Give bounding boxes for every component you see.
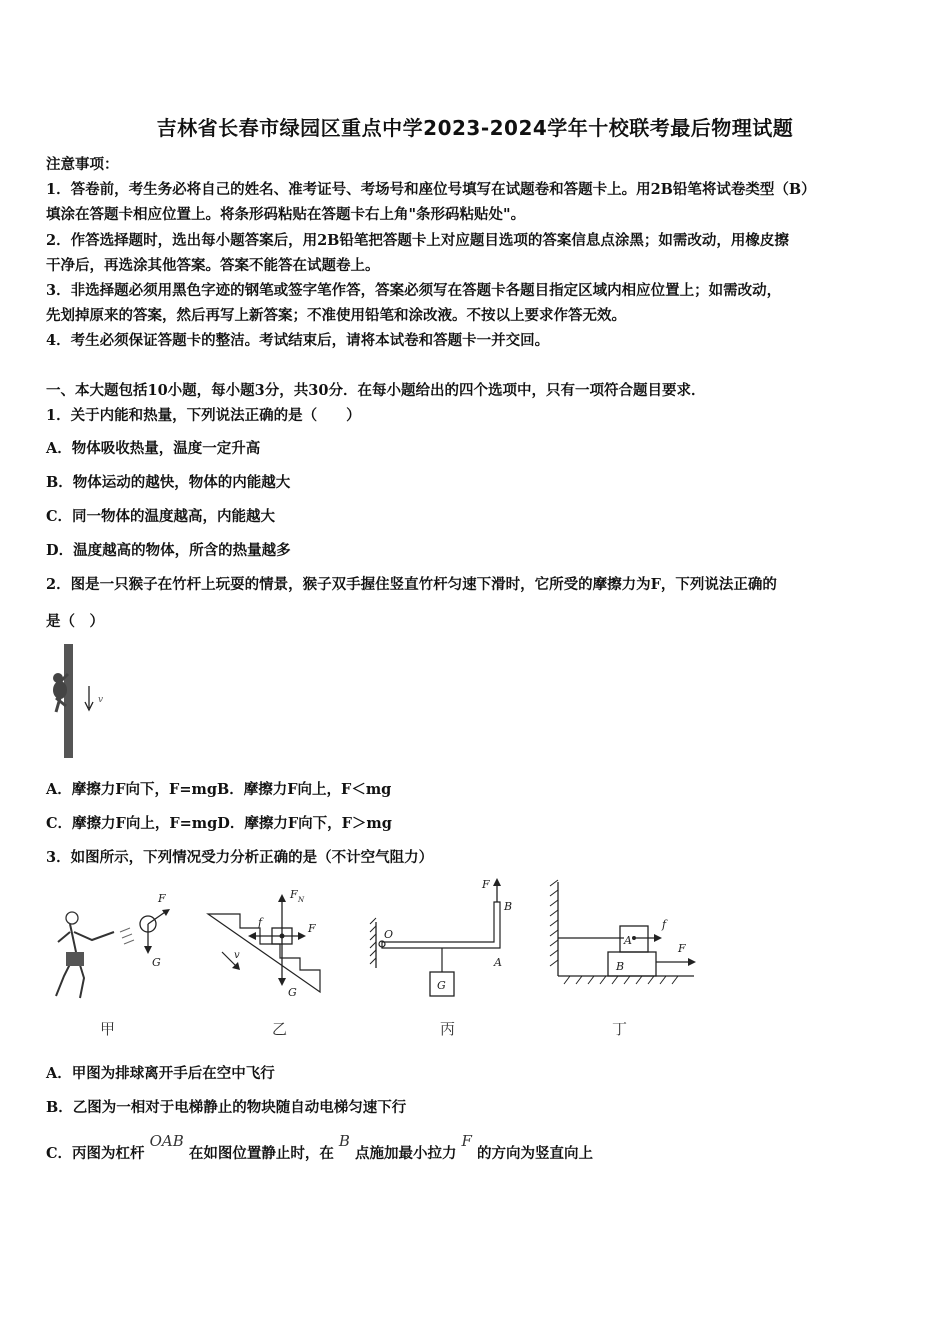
q3-option-c-text: 在如图位置静止时，在 (188, 1145, 334, 1162)
q1-option-c: C．同一物体的温度越高，内能越大 (46, 508, 276, 525)
svg-text:G: G (152, 956, 161, 969)
svg-text:O: O (384, 928, 394, 941)
svg-text:f: f (662, 918, 667, 931)
svg-text:N: N (298, 896, 305, 904)
monkey-pole-figure (46, 642, 116, 762)
svg-text:f: f (258, 916, 263, 929)
svg-text:F: F (290, 888, 298, 901)
q3-option-c-text: 点施加最小拉力 (354, 1145, 457, 1162)
svg-text:B: B (504, 900, 513, 913)
monkey-body (53, 681, 67, 699)
svg-text:G: G (437, 979, 446, 992)
figure-ding (544, 876, 704, 996)
q2-stem-2: 是（ ） (46, 613, 104, 630)
figure-bing (366, 872, 526, 1012)
svg-text:B: B (616, 960, 625, 973)
q2-options-ab: A．摩擦力F向下，F=mgB．摩擦力F向上，F＜mg (46, 781, 392, 798)
figure-label-ding: 丁 (612, 1020, 628, 1038)
svg-text:F: F (158, 892, 166, 905)
math-f: F (461, 1132, 472, 1150)
q3-stem: 3．如图所示，下列情况受力分析正确的是（不计空气阻力） (46, 849, 434, 866)
q2-stem: 2．图是一只猴子在竹杆上玩耍的情景，猴子双手握住竖直竹杆匀速下滑时，它所受的摩擦力为F，下列说法正确的 (46, 576, 777, 593)
figure-label-yi: 乙 (272, 1020, 288, 1038)
notice-heading: 注意事项： (46, 156, 119, 173)
q3-option-a: A．甲图为排球离开手后在空中飞行 (46, 1065, 275, 1082)
math-b: B (338, 1132, 350, 1150)
notice-line: 先划掉原来的答案，然后再写上新答案；不准使用铅笔和涂改液。不按以上要求作答无效。 (46, 307, 626, 324)
math-oab: OAB (149, 1132, 184, 1150)
svg-text:G: G (288, 986, 297, 999)
bamboo-pole (64, 644, 73, 758)
figure-jia (40, 880, 190, 1010)
svg-text:F: F (482, 878, 490, 891)
figure-label-bing: 丙 (440, 1020, 456, 1038)
svg-text:F: F (308, 922, 316, 935)
notice-line: 1．答卷前，考生务必将自己的姓名、准考证号、考场号和座位号填写在试题卷和答题卡上。用2B铅笔将试卷类型（B） (46, 181, 816, 198)
q3-option-c-text: 的方向为竖直向上 (477, 1145, 594, 1162)
svg-text:v: v (234, 950, 240, 961)
q3-option-b: B．乙图为一相对于电梯静止的物块随自动电梯匀速下行 (46, 1099, 407, 1116)
q2-options-cd: C．摩擦力F向上，F=mgD．摩擦力F向下，F＞mg (46, 815, 392, 832)
figure-yi (200, 880, 330, 1010)
q1-option-a: A．物体吸收热量，温度一定升高 (46, 440, 261, 457)
section-heading: 一、本大题包括10小题，每小题3分，共30分．在每小题给出的四个选项中，只有一项符合题目要求． (46, 382, 706, 399)
notice-line: 干净后，再选涂其他答案。答案不能答在试题卷上。 (46, 257, 380, 274)
q1-option-b: B．物体运动的越快，物体的内能越大 (46, 474, 291, 491)
notice-line: 3．非选择题必须用黑色字迹的钢笔或签字笔作答，答案必须写在答题卡各题目指定区域内相应位置上；如需改动， (46, 282, 782, 299)
svg-text:A: A (624, 934, 632, 947)
notice-line: 4．考生必须保证答题卡的整洁。考试结束后，请将本试卷和答题卡一并交回。 (46, 332, 550, 349)
q3-option-c-text: C．丙图为杠杆 (46, 1145, 145, 1162)
velocity-label: v (98, 695, 104, 705)
figure-label-jia: 甲 (100, 1020, 116, 1038)
svg-text:F: F (678, 942, 686, 955)
q1-stem: 1．关于内能和热量，下列说法正确的是（ ） (46, 407, 361, 424)
page-title: 吉林省长春市绿园区重点中学2023-2024学年十校联考最后物理试题 (156, 116, 794, 140)
svg-text:A: A (494, 956, 502, 969)
q3-option-c (46, 1132, 594, 1163)
notice-line: 填涂在答题卡相应位置上。将条形码粘贴在答题卡右上角"条形码粘贴处"。 (46, 206, 526, 223)
q1-option-d: D．温度越高的物体，所含的热量越多 (46, 542, 291, 559)
notice-line: 2．作答选择题时，选出每小题答案后，用2B铅笔把答题卡上对应题目选项的答案信息点涂黑；如需改动，用橡皮擦 (46, 232, 789, 249)
